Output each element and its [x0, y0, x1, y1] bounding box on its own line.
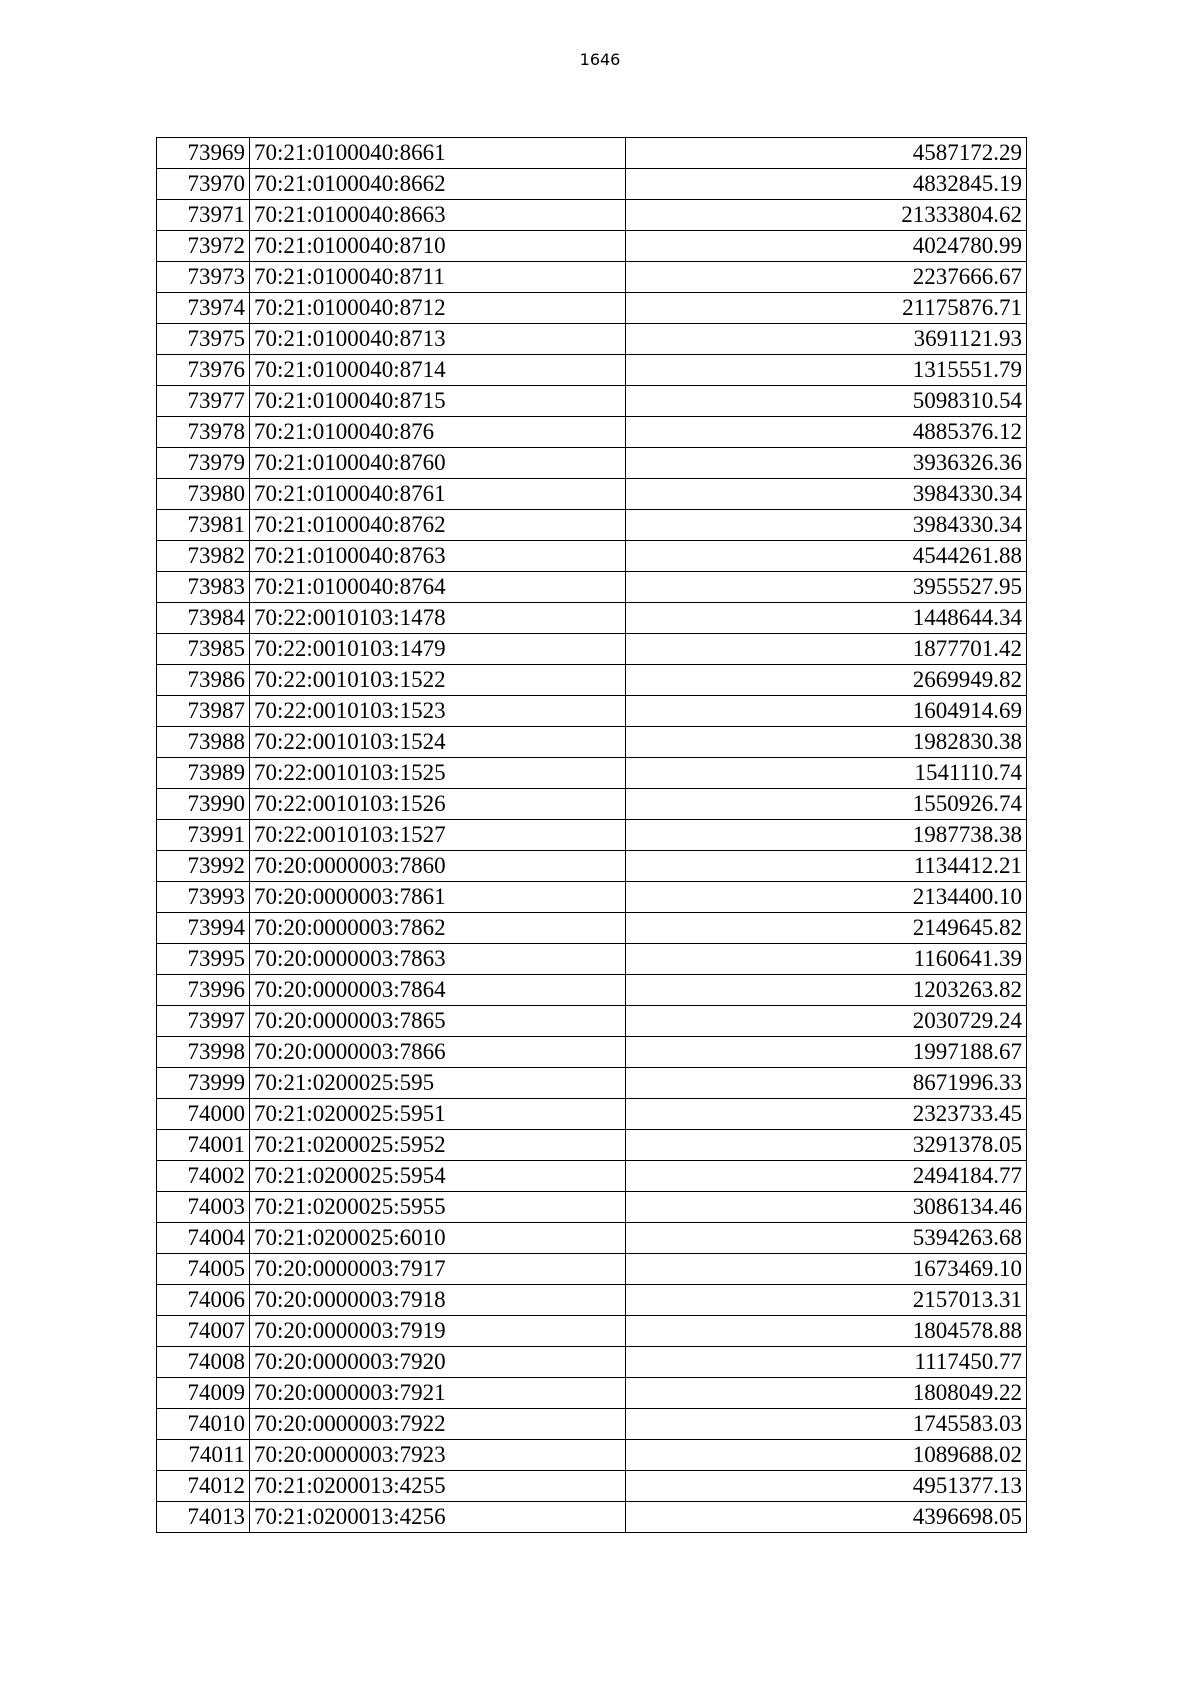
table-row: [157, 820, 1027, 851]
table-row: [157, 1161, 1027, 1192]
table-row: [157, 262, 1027, 293]
table-row: [157, 231, 1027, 262]
page-number: 1646: [579, 50, 621, 69]
cadastral-value-cell: 1982830.38: [626, 727, 1027, 758]
table-row: [157, 1130, 1027, 1161]
cadastral-number-cell: 70:20:0000003:7862: [250, 913, 626, 944]
cadastral-value-cell: 1541110.74: [626, 758, 1027, 789]
cadastral-value-cell: 1089688.02: [626, 1440, 1027, 1471]
row-number-cell: 73978: [157, 417, 250, 448]
row-number-cell: 73984: [157, 603, 250, 634]
row-number-cell: 74012: [157, 1471, 250, 1502]
cadastral-number-cell: 70:22:0010103:1479: [250, 634, 626, 665]
cadastral-number-cell: 70:21:0100040:876: [250, 417, 626, 448]
row-number-cell: 74004: [157, 1223, 250, 1254]
table-row: [157, 1409, 1027, 1440]
cadastral-value-cell: 1877701.42: [626, 634, 1027, 665]
cadastral-number-cell: 70:22:0010103:1526: [250, 789, 626, 820]
row-number-cell: 74009: [157, 1378, 250, 1409]
table-row: [157, 1440, 1027, 1471]
cadastral-number-cell: 70:21:0100040:8663: [250, 200, 626, 231]
table-row: [157, 1192, 1027, 1223]
table-row: [157, 1502, 1027, 1533]
row-number-cell: 73985: [157, 634, 250, 665]
cadastral-value-cell: 3086134.46: [626, 1192, 1027, 1223]
table-row: [157, 1285, 1027, 1316]
table-row: [157, 603, 1027, 634]
cadastral-value-cell: 3984330.34: [626, 510, 1027, 541]
cadastral-number-cell: 70:21:0100040:8714: [250, 355, 626, 386]
cadastral-number-cell: 70:20:0000003:7921: [250, 1378, 626, 1409]
cadastral-value-cell: 1117450.77: [626, 1347, 1027, 1378]
row-number-cell: 73991: [157, 820, 250, 851]
cadastral-number-cell: 70:20:0000003:7917: [250, 1254, 626, 1285]
cadastral-value-cell: 4885376.12: [626, 417, 1027, 448]
row-number-cell: 73979: [157, 448, 250, 479]
row-number-cell: 73983: [157, 572, 250, 603]
row-number-cell: 73973: [157, 262, 250, 293]
cadastral-value-cell: 3291378.05: [626, 1130, 1027, 1161]
cadastral-value-cell: 5098310.54: [626, 386, 1027, 417]
table-row: [157, 479, 1027, 510]
table-row: [157, 913, 1027, 944]
cadastral-number-cell: 70:21:0100040:8764: [250, 572, 626, 603]
cadastral-value-cell: 21333804.62: [626, 200, 1027, 231]
cadastral-value-cell: 1997188.67: [626, 1037, 1027, 1068]
table-row: [157, 355, 1027, 386]
cadastral-value-cell: 5394263.68: [626, 1223, 1027, 1254]
table-row: [157, 138, 1027, 169]
cadastral-number-cell: 70:22:0010103:1525: [250, 758, 626, 789]
cadastral-number-cell: 70:20:0000003:7918: [250, 1285, 626, 1316]
table-row: [157, 169, 1027, 200]
row-number-cell: 73974: [157, 293, 250, 324]
cadastral-number-cell: 70:20:0000003:7863: [250, 944, 626, 975]
cadastral-number-cell: 70:21:0100040:8763: [250, 541, 626, 572]
cadastral-number-cell: 70:22:0010103:1523: [250, 696, 626, 727]
cadastral-number-cell: 70:21:0100040:8715: [250, 386, 626, 417]
cadastral-number-cell: 70:21:0200025:5951: [250, 1099, 626, 1130]
cadastral-value-cell: 4544261.88: [626, 541, 1027, 572]
row-number-cell: 73998: [157, 1037, 250, 1068]
row-number-cell: 73986: [157, 665, 250, 696]
table-row: [157, 727, 1027, 758]
row-number-cell: 73977: [157, 386, 250, 417]
row-number-cell: 74005: [157, 1254, 250, 1285]
row-number-cell: 73982: [157, 541, 250, 572]
row-number-cell: 73981: [157, 510, 250, 541]
table-row: [157, 1099, 1027, 1130]
table-row: [157, 665, 1027, 696]
row-number-cell: 73997: [157, 1006, 250, 1037]
table-row: [157, 200, 1027, 231]
cadastral-number-cell: 70:21:0200025:5954: [250, 1161, 626, 1192]
row-number-cell: 73996: [157, 975, 250, 1006]
cadastral-value-cell: 2323733.45: [626, 1099, 1027, 1130]
table-row: [157, 696, 1027, 727]
cadastral-value-cell: 4024780.99: [626, 231, 1027, 262]
row-number-cell: 73971: [157, 200, 250, 231]
cadastral-value-cell: 1987738.38: [626, 820, 1027, 851]
cadastral-value-cell: 4587172.29: [626, 138, 1027, 169]
cadastral-value-cell: 2134400.10: [626, 882, 1027, 913]
cadastral-value-cell: 2030729.24: [626, 1006, 1027, 1037]
row-number-cell: 73972: [157, 231, 250, 262]
table-row: [157, 1068, 1027, 1099]
cadastral-number-cell: 70:20:0000003:7866: [250, 1037, 626, 1068]
cadastral-number-cell: 70:22:0010103:1478: [250, 603, 626, 634]
cadastral-value-cell: 3691121.93: [626, 324, 1027, 355]
cadastral-value-cell: 1203263.82: [626, 975, 1027, 1006]
table-row: [157, 1471, 1027, 1502]
cadastral-value-cell: 1604914.69: [626, 696, 1027, 727]
table-row: [157, 789, 1027, 820]
cadastral-value-cell: 2149645.82: [626, 913, 1027, 944]
table-row: [157, 944, 1027, 975]
table-row: [157, 1254, 1027, 1285]
row-number-cell: 73976: [157, 355, 250, 386]
row-number-cell: 73980: [157, 479, 250, 510]
cadastral-value-cell: 1745583.03: [626, 1409, 1027, 1440]
cadastral-number-cell: 70:21:0200013:4256: [250, 1502, 626, 1533]
cadastral-value-cell: 1673469.10: [626, 1254, 1027, 1285]
row-number-cell: 74008: [157, 1347, 250, 1378]
cadastral-number-cell: 70:21:0100040:8661: [250, 138, 626, 169]
row-number-cell: 74013: [157, 1502, 250, 1533]
row-number-cell: 73995: [157, 944, 250, 975]
cadastral-number-cell: 70:21:0200025:5952: [250, 1130, 626, 1161]
cadastral-value-cell: 3955527.95: [626, 572, 1027, 603]
row-number-cell: 73994: [157, 913, 250, 944]
table-row: [157, 1378, 1027, 1409]
cadastral-value-cell: 2237666.67: [626, 262, 1027, 293]
row-number-cell: 74006: [157, 1285, 250, 1316]
table-row: [157, 975, 1027, 1006]
row-number-cell: 73969: [157, 138, 250, 169]
table-row: [157, 634, 1027, 665]
cadastral-number-cell: 70:21:0100040:8712: [250, 293, 626, 324]
cadastral-number-cell: 70:20:0000003:7864: [250, 975, 626, 1006]
table-row: [157, 293, 1027, 324]
row-number-cell: 74001: [157, 1130, 250, 1161]
cadastral-value-cell: 2494184.77: [626, 1161, 1027, 1192]
table-row: [157, 851, 1027, 882]
cadastral-value-cell: 8671996.33: [626, 1068, 1027, 1099]
cadastral-number-cell: 70:21:0200025:5955: [250, 1192, 626, 1223]
cadastral-number-cell: 70:22:0010103:1524: [250, 727, 626, 758]
cadastral-number-cell: 70:20:0000003:7861: [250, 882, 626, 913]
cadastral-number-cell: 70:21:0200025:6010: [250, 1223, 626, 1254]
table-row: [157, 324, 1027, 355]
cadastral-number-cell: 70:20:0000003:7919: [250, 1316, 626, 1347]
cadastral-value-cell: 1804578.88: [626, 1316, 1027, 1347]
row-number-cell: 73970: [157, 169, 250, 200]
cadastral-number-cell: 70:21:0100040:8762: [250, 510, 626, 541]
cadastral-number-cell: 70:21:0100040:8760: [250, 448, 626, 479]
cadastral-value-cell: 2157013.31: [626, 1285, 1027, 1316]
cadastral-value-table: [156, 137, 1027, 1533]
cadastral-value-cell: 1315551.79: [626, 355, 1027, 386]
cadastral-value-cell: 4396698.05: [626, 1502, 1027, 1533]
table-row: [157, 572, 1027, 603]
cadastral-number-cell: 70:20:0000003:7865: [250, 1006, 626, 1037]
row-number-cell: 74010: [157, 1409, 250, 1440]
cadastral-number-cell: 70:21:0100040:8710: [250, 231, 626, 262]
cadastral-value-cell: 1160641.39: [626, 944, 1027, 975]
cadastral-number-cell: 70:21:0100040:8761: [250, 479, 626, 510]
table-body: [157, 138, 1027, 1533]
row-number-cell: 74000: [157, 1099, 250, 1130]
row-number-cell: 73988: [157, 727, 250, 758]
cadastral-number-cell: 70:21:0100040:8711: [250, 262, 626, 293]
row-number-cell: 73992: [157, 851, 250, 882]
cadastral-number-cell: 70:21:0200013:4255: [250, 1471, 626, 1502]
table-row: [157, 541, 1027, 572]
cadastral-number-cell: 70:21:0100040:8662: [250, 169, 626, 200]
cadastral-number-cell: 70:22:0010103:1527: [250, 820, 626, 851]
table-row: [157, 1037, 1027, 1068]
row-number-cell: 73989: [157, 758, 250, 789]
row-number-cell: 74007: [157, 1316, 250, 1347]
cadastral-number-cell: 70:22:0010103:1522: [250, 665, 626, 696]
table-row: [157, 1316, 1027, 1347]
row-number-cell: 73993: [157, 882, 250, 913]
cadastral-value-cell: 2669949.82: [626, 665, 1027, 696]
table-row: [157, 386, 1027, 417]
cadastral-number-cell: 70:21:0100040:8713: [250, 324, 626, 355]
row-number-cell: 73987: [157, 696, 250, 727]
cadastral-value-cell: 1448644.34: [626, 603, 1027, 634]
row-number-cell: 74011: [157, 1440, 250, 1471]
row-number-cell: 74003: [157, 1192, 250, 1223]
table-row: [157, 1347, 1027, 1378]
cadastral-value-cell: 3936326.36: [626, 448, 1027, 479]
cadastral-number-cell: 70:20:0000003:7922: [250, 1409, 626, 1440]
table-row: [157, 1006, 1027, 1037]
row-number-cell: 74002: [157, 1161, 250, 1192]
cadastral-number-cell: 70:20:0000003:7923: [250, 1440, 626, 1471]
table-row: [157, 510, 1027, 541]
table-row: [157, 882, 1027, 913]
table-row: [157, 758, 1027, 789]
table-row: [157, 448, 1027, 479]
cadastral-number-cell: 70:21:0200025:595: [250, 1068, 626, 1099]
row-number-cell: 73975: [157, 324, 250, 355]
cadastral-value-cell: 4951377.13: [626, 1471, 1027, 1502]
row-number-cell: 73999: [157, 1068, 250, 1099]
cadastral-value-cell: 4832845.19: [626, 169, 1027, 200]
table-row: [157, 417, 1027, 448]
cadastral-value-cell: 3984330.34: [626, 479, 1027, 510]
cadastral-value-cell: 1550926.74: [626, 789, 1027, 820]
table-row: [157, 1223, 1027, 1254]
cadastral-value-cell: 1808049.22: [626, 1378, 1027, 1409]
row-number-cell: 73990: [157, 789, 250, 820]
cadastral-number-cell: 70:20:0000003:7860: [250, 851, 626, 882]
cadastral-number-cell: 70:20:0000003:7920: [250, 1347, 626, 1378]
cadastral-value-cell: 1134412.21: [626, 851, 1027, 882]
cadastral-value-cell: 21175876.71: [626, 293, 1027, 324]
